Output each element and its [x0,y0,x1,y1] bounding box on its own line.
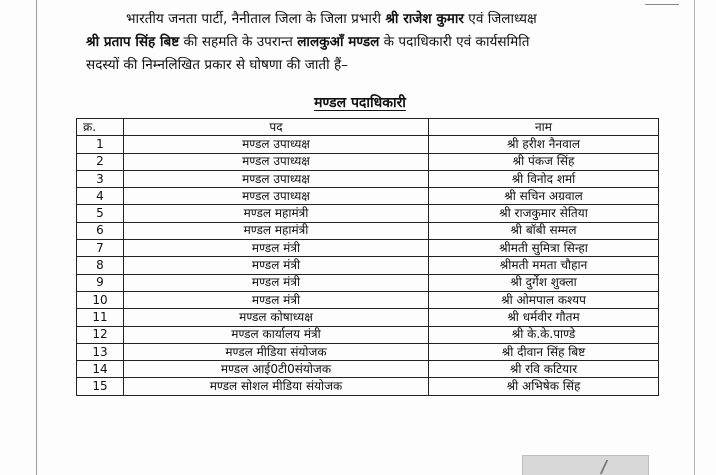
cell-post: मण्डल कार्यालय मंत्री [124,326,429,343]
cell-serial: 14 [77,361,124,378]
header-serial: क्र. [77,119,124,136]
intro-line-2 [86,31,634,54]
cell-serial: 8 [77,257,124,274]
cell-serial: 2 [77,153,124,170]
cell-name: श्री विनोद शर्मा [429,170,659,187]
cell-serial: 9 [77,274,124,291]
cell-name: श्रीमती ममता चौहान [429,257,659,274]
table-row [77,274,659,291]
cell-post: मण्डल उपाध्यक्ष [124,153,429,170]
signature-mark [600,460,631,474]
cell-serial: 13 [77,343,124,360]
cell-name: श्री धर्मवीर गौतम [429,309,659,326]
cell-post: मण्डल महामंत्री [124,205,429,222]
cell-serial: 3 [77,170,124,187]
cell-post: मण्डल सोशल मीडिया संयोजक [124,378,429,395]
header-post: पद [124,119,429,136]
cell-post: मण्डल उपाध्यक्ष [124,170,429,187]
cell-name: श्री राजकुमार सेतिया [429,205,659,222]
cell-name: श्री बॉबी सम्मल [429,222,659,239]
table-row [77,222,659,239]
cell-name: श्री दुर्गेश शुक्ला [429,274,659,291]
cell-post: मण्डल आई0टी0संयोजक [124,361,429,378]
section-title [86,93,634,112]
cell-name: श्री हरीश नैनवाल [429,136,659,153]
cell-name: श्री अभिषेक सिंह [429,378,659,395]
table-row [77,205,659,222]
table-row [77,309,659,326]
cell-post: मण्डल कोषाध्यक्ष [124,309,429,326]
district-president-name: श्री प्रताप सिंह बिष्ट [86,34,180,50]
cell-name: श्री दीवान सिंह बिष्ट [429,343,659,360]
cell-name: श्री सचिन अग्रवाल [429,188,659,205]
cell-serial: 1 [77,136,124,153]
table-row [77,240,659,257]
cell-post: मण्डल मंत्री [124,291,429,308]
header-name: नाम [429,119,659,136]
table-row [77,361,659,378]
left-margin-line [36,0,37,475]
cell-serial: 4 [77,188,124,205]
intro-line-3: सदस्यों की निम्नलिखित प्रकार से घोषणा की जाती हैं– [86,57,349,73]
table-row [77,257,659,274]
table-row [77,378,659,395]
intro-text: की सहमति के उपरान्त [179,34,298,50]
cell-post: मण्डल मंत्री [124,274,429,291]
cell-name: श्री रवि कटियार [429,361,659,378]
table-row [77,170,659,187]
table-row [77,343,659,360]
section-title-text: मण्डल पदाधिकारी [314,95,406,111]
cell-serial: 5 [77,205,124,222]
intro-line-1 [86,8,634,31]
cell-post: मण्डल उपाध्यक्ष [124,136,429,153]
table-row [77,136,659,153]
cell-post: मण्डल मीडिया संयोजक [124,343,429,360]
table-row [77,291,659,308]
signature-stamp [522,455,649,475]
cell-post: मण्डल मंत्री [124,240,429,257]
intro-paragraph [86,8,634,77]
table-row [77,153,659,170]
mandal-name: लालकुआँ मण्डल [297,34,380,50]
cell-serial: 7 [77,240,124,257]
right-margin-line [694,0,695,475]
cell-name: श्रीमती सुमित्रा सिन्हा [429,240,659,257]
cell-post: मण्डल महामंत्री [124,222,429,239]
intro-text: के पदाधिकारी एवं कार्यसमिति [379,34,530,50]
cell-post: मण्डल मंत्री [124,257,429,274]
cell-serial: 15 [77,378,124,395]
cell-name: श्री ओमपाल कश्यप [429,291,659,308]
top-corner-mark [645,0,679,5]
table-row [77,188,659,205]
cell-name: श्री के.के.पाण्डे [429,326,659,343]
table-row [77,326,659,343]
intro-text: भारतीय जनता पार्टी, नैनीताल जिला के जिला प्रभारी [126,11,386,27]
cell-serial: 10 [77,291,124,308]
cell-serial: 6 [77,222,124,239]
cell-serial: 11 [77,309,124,326]
table-header-row [77,119,659,136]
intro-text: एवं जिलाध्यक्ष [463,11,537,27]
office-bearers-table [76,118,659,396]
table-body [77,136,659,395]
cell-serial: 12 [77,326,124,343]
cell-post: मण्डल उपाध्यक्ष [124,188,429,205]
district-incharge-name: श्री राजेश कुमार [385,11,464,27]
cell-name: श्री पंकज सिंह [429,153,659,170]
